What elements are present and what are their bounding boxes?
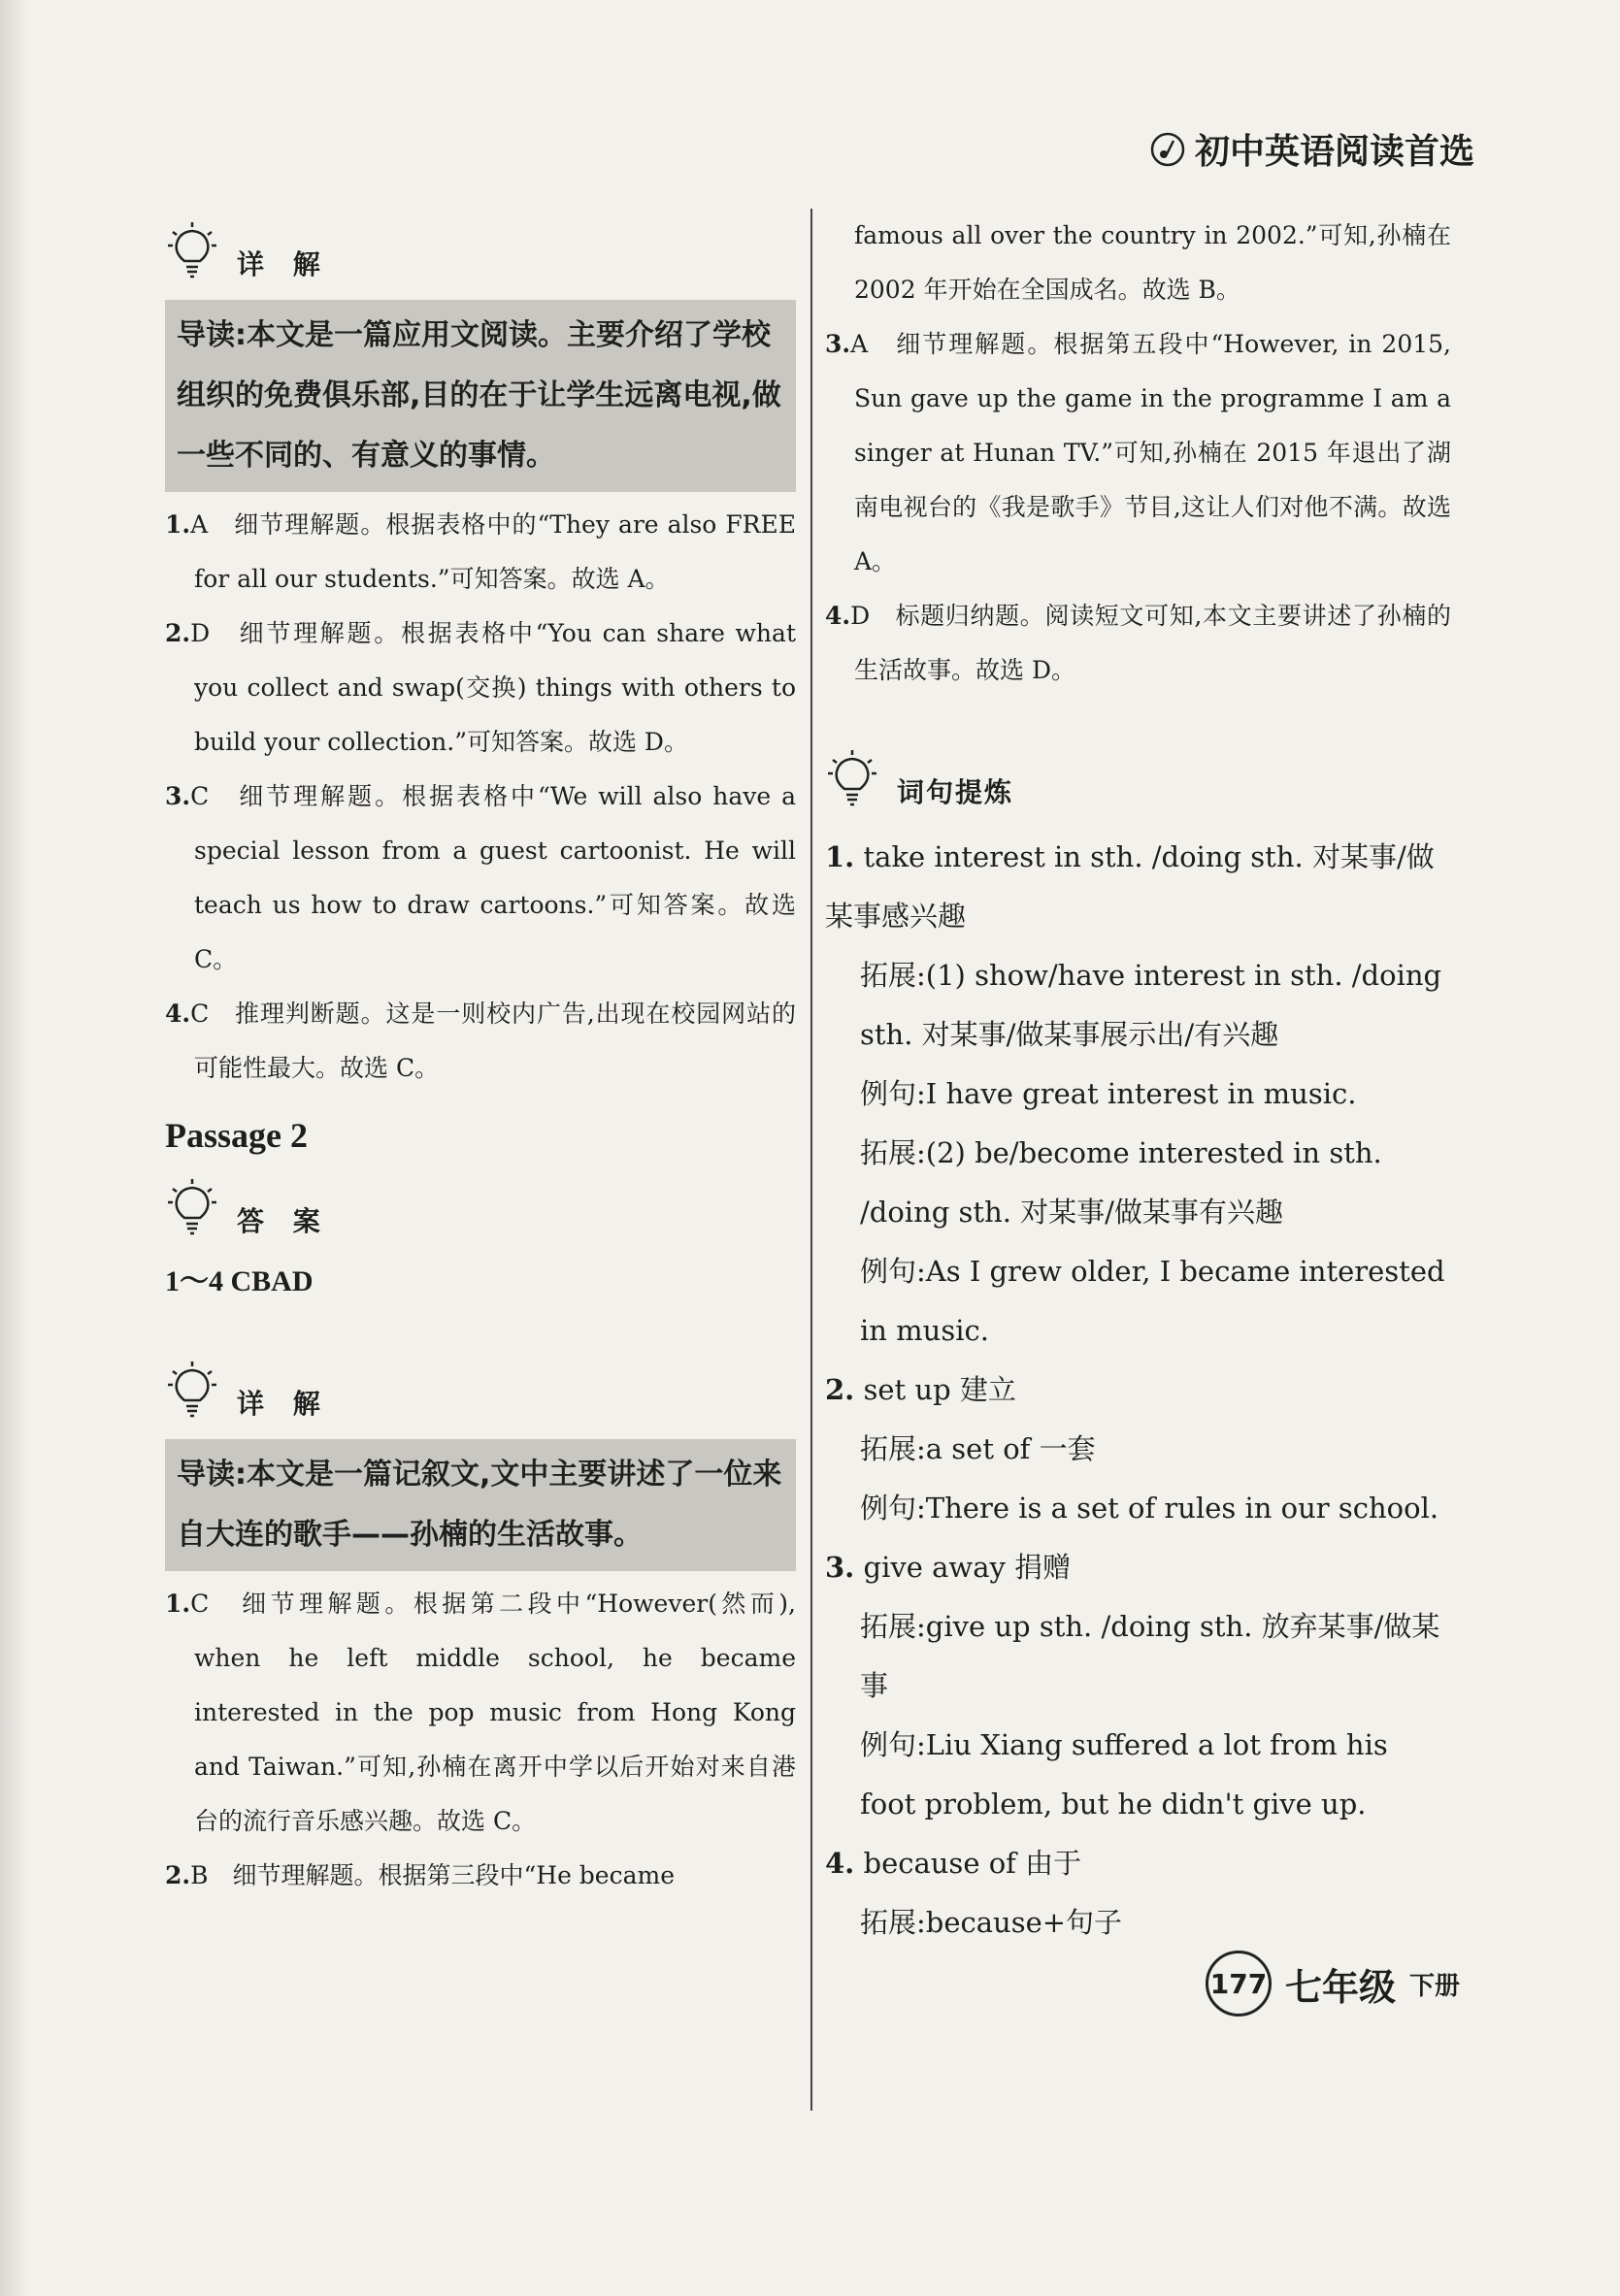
vocab-phrase: set up 建立 xyxy=(863,1373,1016,1406)
item-text: B 细节理解题。根据第三段中“He became xyxy=(190,1861,676,1889)
section-heading xyxy=(165,209,796,286)
item-text: C 推理判断题。这是一则校内广告,出现在校园网站的可能性最大。故选 C。 xyxy=(190,1000,796,1082)
page-number: 177 xyxy=(1206,1951,1272,2017)
vocab-number: 2. xyxy=(825,1373,855,1406)
continued-text: famous all over the country in 2002.”可知,孙楠在 2002 年开始在全国成名。故选 B。 xyxy=(854,221,1451,304)
page-footer xyxy=(1206,1951,1460,2017)
grade-label: 七年级 xyxy=(1284,1965,1396,2009)
vocab-detail: 拓展:give up sth. /doing sth. 放弃某事/做某事 xyxy=(860,1610,1440,1702)
item-number: 1. xyxy=(165,510,191,539)
item-text: A 细节理解题。根据表格中的“They are also FREE for all our students.”可知答案。故选 A。 xyxy=(190,510,796,593)
item-number: 2. xyxy=(165,1861,191,1889)
running-head xyxy=(1150,124,1474,174)
guide-box: 导读:本文是一篇应用文阅读。主要介绍了学校组织的免费俱乐部,目的在于让学生远离电视,做一些不同的、有意义的事情。 xyxy=(165,300,796,492)
answer-explanation xyxy=(165,498,796,607)
vocab-number: 4. xyxy=(825,1847,855,1880)
vocab-headword xyxy=(825,1834,1451,1893)
vocab-phrase: give away 捐赠 xyxy=(863,1551,1072,1584)
item-text: C 细节理解题。根据第二段中“However(然而), when he left middle school, he became interested in the pop music from Hong Kong and Taiwan.”可知,孙楠在离开中学以后开始对来自港台的流行音乐感兴趣。故选 C。 xyxy=(190,1590,796,1835)
vocab-detail: 例句:There is a set of rules in our school. xyxy=(860,1492,1439,1525)
vocab-headword xyxy=(825,1361,1451,1420)
item-number: 2. xyxy=(165,619,191,647)
section-label: 词句提炼 xyxy=(897,776,1014,808)
vocab-headword xyxy=(825,828,1451,946)
vocab-detail: 拓展:a set of 一套 xyxy=(860,1432,1096,1465)
vocab-detail: 拓展:(2) be/become interested in sth. /doing sth. 对某事/做某事有兴趣 xyxy=(860,1136,1382,1229)
column-divider xyxy=(810,209,812,2111)
vocab-entry xyxy=(825,1834,1451,1952)
vocab-number: 1. xyxy=(825,840,855,873)
vocab-detail: 拓展:(1) show/have interest in sth. /doing sth. 对某事/做某事展示出/有兴趣 xyxy=(860,959,1442,1051)
item-number: 3. xyxy=(825,330,851,358)
right-column xyxy=(825,209,1451,1952)
answer-explanation xyxy=(825,317,1451,589)
answer-explanation xyxy=(165,987,796,1096)
volume-label: 下册 xyxy=(1408,1971,1460,2001)
answer-explanation xyxy=(165,770,796,987)
section-label: 详 解 xyxy=(237,1388,330,1420)
vocab-entry xyxy=(825,828,1451,1361)
item-number: 4. xyxy=(165,1000,191,1028)
item-number: 3. xyxy=(165,782,191,810)
header-title: 初中英语阅读首选 xyxy=(1194,132,1474,172)
guide-box: 导读:本文是一篇记叙文,文中主要讲述了一位来自大连的歌手——孙楠的生活故事。 xyxy=(165,1439,796,1571)
lightbulb-icon xyxy=(165,218,223,286)
vocab-detail: 例句:As I grew older, I became interested in music. xyxy=(860,1255,1445,1347)
section-label: 详 解 xyxy=(237,248,330,280)
vocab-headword xyxy=(825,1538,1451,1597)
section-heading xyxy=(825,737,1451,814)
vocab-detail: 例句:I have great interest in music. xyxy=(860,1077,1357,1110)
item-number: 1. xyxy=(165,1590,191,1618)
music-note-icon xyxy=(1150,132,1185,167)
vocab-phrase: because of 由于 xyxy=(863,1847,1082,1880)
item-text: A 细节理解题。根据第五段中“However, in 2015, Sun gave up the game in the programme I am a singer at Hunan TV.”可知,孙楠在 2015 年退出了湖南电视台的《我是歌手》节目,这让人们对他不满。故选 A。 xyxy=(850,330,1451,575)
section-label: 答 案 xyxy=(237,1205,330,1237)
lightbulb-icon xyxy=(825,746,883,814)
item-number: 4. xyxy=(825,602,851,630)
passage-title: Passage 2 xyxy=(165,1116,308,1155)
vocab-entry xyxy=(825,1361,1451,1538)
section-heading xyxy=(165,1165,796,1243)
lightbulb-icon xyxy=(165,1175,223,1243)
page-edge xyxy=(0,0,29,2296)
lightbulb-icon xyxy=(165,1358,223,1426)
vocab-phrase: take interest in sth. /doing sth. 对某事/做某事感兴趣 xyxy=(825,840,1435,933)
vocab-entry xyxy=(825,1538,1451,1834)
answer-explanation xyxy=(165,1849,796,1903)
item-text: D 标题归纳题。阅读短文可知,本文主要讲述了孙楠的生活故事。故选 D。 xyxy=(850,602,1451,684)
vocab-detail: 拓展:because+句子 xyxy=(860,1906,1123,1939)
answer-explanation xyxy=(165,1577,796,1849)
item-text: C 细节理解题。根据表格中“We will also have a special lesson from a guest cartoonist. He will teach us how to draw cartoons.”可知答案。故选 C。 xyxy=(190,782,796,973)
left-column xyxy=(165,209,796,1903)
vocab-detail: 例句:Liu Xiang suffered a lot from his foot problem, but he didn't give up. xyxy=(860,1728,1388,1820)
section-heading xyxy=(165,1348,796,1426)
answer-explanation xyxy=(825,589,1451,698)
answer-key: 1～4 CBAD xyxy=(165,1265,314,1297)
answer-explanation xyxy=(165,607,796,770)
vocab-number: 3. xyxy=(825,1551,855,1584)
item-text: D 细节理解题。根据表格中“You can share what you collect and swap(交换) things with others to build your collection.”可知答案。故选 D。 xyxy=(190,619,796,756)
